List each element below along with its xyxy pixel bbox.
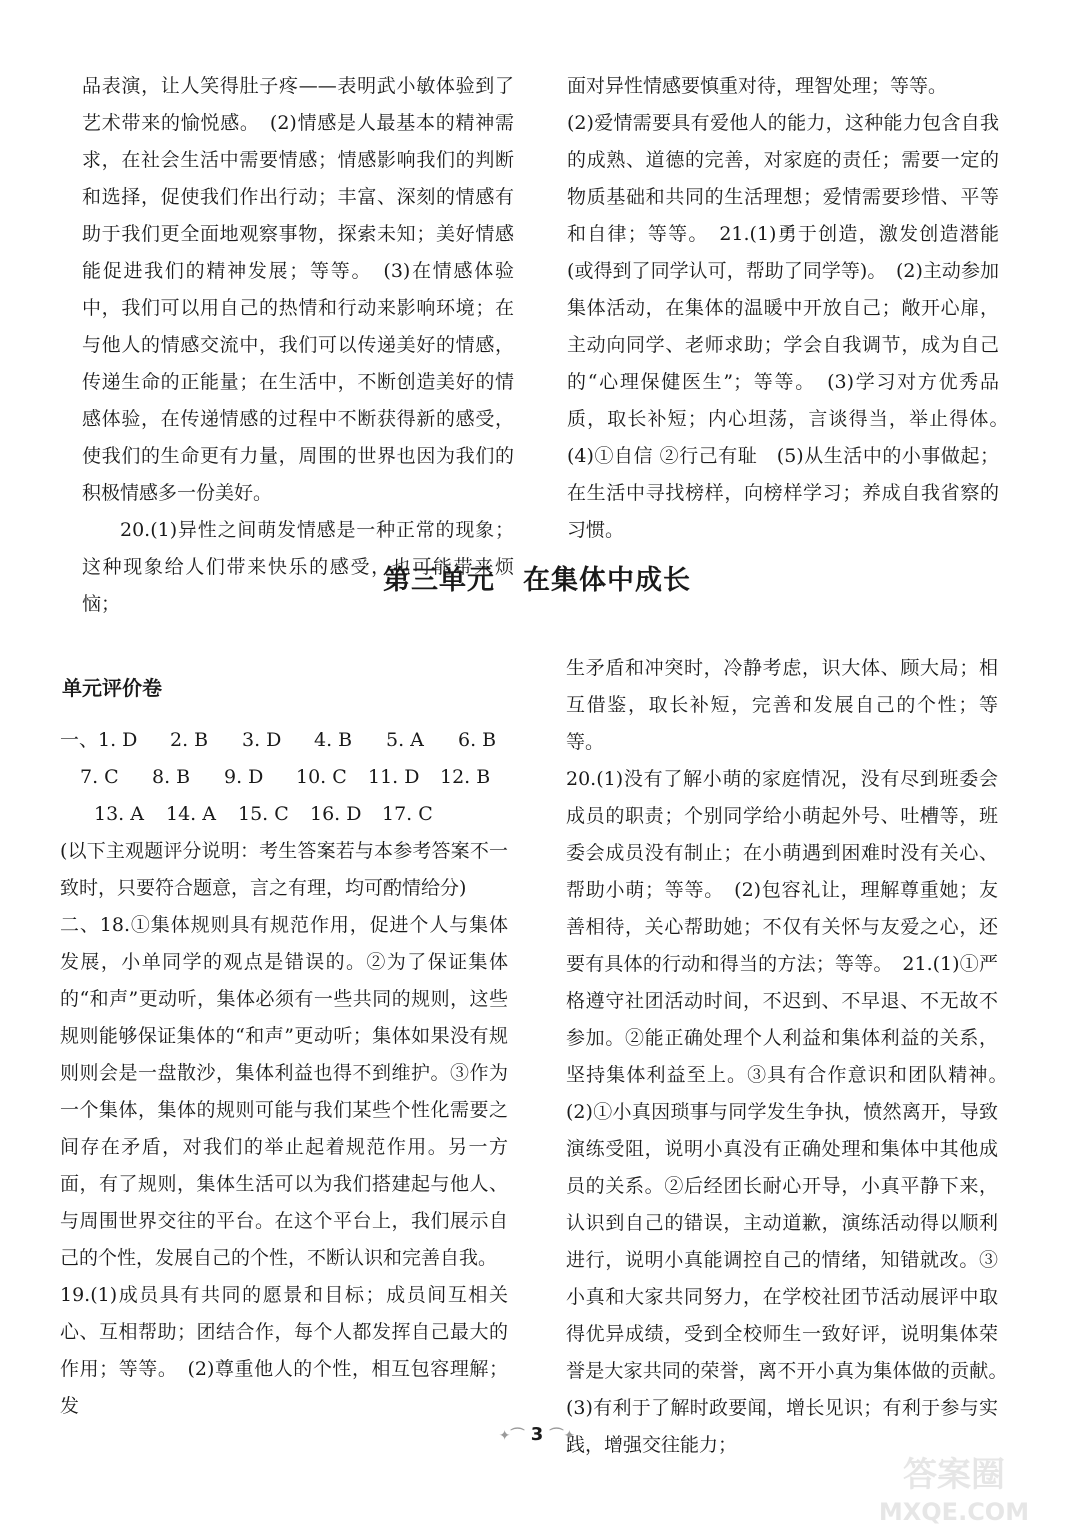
mc-answer: 4. B: [314, 729, 353, 751]
mc-answer: 9. D: [224, 766, 264, 788]
mc-answers-row-1: [60, 722, 508, 759]
mc-answer: 17. C: [382, 803, 433, 825]
mc-answers-row-2: [60, 759, 508, 796]
mc-answer: 2. B: [170, 729, 209, 751]
bottom-left-column: [60, 722, 508, 1425]
unit-title: 第三单元 在集体中成长: [383, 565, 691, 596]
bottom-right-column: [566, 650, 1018, 1464]
answer-19: 19.(1)成员具有共同的愿景和目标；成员间互相关心、互相帮助；团结合作，每个人都发挥自己最大的作用；等等。 (2)尊重他人的个性，相互包容理解；发: [60, 1284, 508, 1417]
mc-answer: 5. A: [386, 729, 424, 751]
bottom-right-paragraph-2: 20.(1)没有了解小萌的家庭情况，没有尽到班委会成员的职责；个别同学给小萌起外号、吐槽等，班委会成员没有制止；在小萌遇到困难时没有关心、帮助小萌；等等。 (2)包容礼让，理解尊重她；友善相待，关心帮助她；不仅有关怀与友爱之心，还要有具体的行动和得当的方法；等等。 21.(1)①严格遵守社团活动时间，不迟到、不早退、不无故不参加。②能正确处理个人利益和集体利益的关系，坚持集体利益至上。③具有合作意识和团队精神。 (2)①小真因琐事与同学发生争执，愤然离开，导致演练受阻，说明小真没有正确处理和集体中其他成员的关系。②后经团长耐心开导，小真平静下来，认识到自己的错误，主动道歉，演练活动得以顺利进行，说明小真能调控自己的情绪，知错就改。③小真和大家共同努力，在学校社团节活动展评中取得优异成绩，受到全校师生一致好评，说明集体荣誉是大家共同的荣誉，离不开小真为集体做的贡献。 (3)有利于了解时政要闻，增长见识；有利于参与实践，增强交往能力；: [566, 768, 1018, 1456]
top-right-paragraph-2: (2)爱情需要具有爱他人的能力，这种能力包含自我的成熟、道德的完善，对家庭的责任；需要一定的物质基础和共同的生活理想；爱情需要珍惜、平等和自律；等等。 21.(1)勇于创造，激发创造潜能(或得到了同学认可，帮助了同学等)。 (2)主动参加集体活动，在集体的温暖中开放自己；敞开心扉，主动向同学、老师求助；学会自我调节，成为自己的“心理保健医生”；等等。 (3)学习对方优秀品质，取长补短；内心坦荡，言谈得当，举止得体。 (4)①自信 ②行己有耻 (5)从生活中的小事做起；在生活中寻找榜样，向榜样学习；养成自我省察的习惯。: [567, 112, 1019, 541]
mc-answer: 12. B: [440, 766, 491, 788]
top-right-paragraph-1: 面对异性情感要慎重对待，理智处理；等等。: [567, 75, 948, 97]
mc-answer: 15. C: [238, 803, 289, 825]
page-number-ornament-icon: ✦⌒: [498, 1428, 525, 1444]
watermark-url: MXQE.COM: [878, 1498, 1030, 1526]
top-left-column: [82, 68, 514, 623]
mc-answer: 11. D: [368, 766, 420, 788]
mc-prefix: 一、: [60, 729, 99, 751]
mc-answer: 8. B: [152, 766, 191, 788]
mc-answers-row-3: [60, 796, 508, 833]
top-left-paragraph-1: 品表演，让人笑得肚子疼——表明武小敏体验到了艺术带来的愉悦感。 (2)情感是人最基本的精神需求，在社会生活中需要情感；情感影响我们的判断和选择，促使我们作出行动；丰富、深刻的情感有助于我们更全面地观察事物，探索未知；美好情感能促进我们的精神发展；等等。 (3)在情感体验中，我们可以用自己的热情和行动来影响环境；在与他人的情感交流中，我们可以传递美好的情感，传递生命的正能量；在生活中，不断创造美好的情感体验，在传递情感的过程中不断获得新的感受，使我们的生命更有力量，周围的世界也因为我们的积极情感多一份美好。: [82, 75, 514, 504]
mc-answer: 3. D: [242, 729, 282, 751]
top-left-paragraph-2: 20.(1)异性之间萌发情感是一种正常的现象；这种现象给人们带来快乐的感受，也可能带来烦恼；: [82, 519, 514, 615]
top-right-column: [567, 68, 1019, 549]
mc-answer: 7. C: [80, 766, 119, 788]
page-number: [0, 1424, 1074, 1445]
section-title: 单元评价卷: [62, 676, 162, 700]
answer-18: 二、18.①集体规则具有规范作用，促进个人与集体发展，小单同学的观点是错误的。②为了保证集体的“和声”更动听，集体必须有一些共同的规则，这些规则能够保证集体的“和声”更动听；集体如果没有规则则会是一盘散沙，集体利益也得不到维护。③作为一个集体，集体的规则可能与我们某些个性化需要之间存在矛盾，对我们的举止起着规范作用。另一方面，有了规则，集体生活可以为我们搭建起与他人、与周围世界交往的平台。在这个平台上，我们展示自己的个性，发展自己的个性，不断认识和完善自我。: [60, 914, 508, 1269]
mc-answer: 6. B: [458, 729, 497, 751]
mc-answer: 1. D: [98, 729, 138, 751]
watermark-logo: [850, 1448, 1050, 1528]
mc-answer: 16. D: [310, 803, 362, 825]
mc-answer: 14. A: [166, 803, 216, 825]
scoring-note: (以下主观题评分说明：考生答案若与本参考答案不一致时，只要符合题意，言之有理，均可酌情给分): [60, 840, 508, 899]
watermark-logo-text: 答案圈: [903, 1455, 1005, 1495]
mc-answer: 10. C: [296, 766, 347, 788]
page-number-ornament-icon: ⌒✦: [549, 1428, 576, 1444]
page-number-text: 3: [530, 1424, 544, 1445]
mc-answer: 13. A: [94, 803, 144, 825]
bottom-right-paragraph-1: 生矛盾和冲突时，冷静考虑，识大体、顾大局；相互借鉴，取长补短，完善和发展自己的个性；等等。: [566, 657, 998, 753]
